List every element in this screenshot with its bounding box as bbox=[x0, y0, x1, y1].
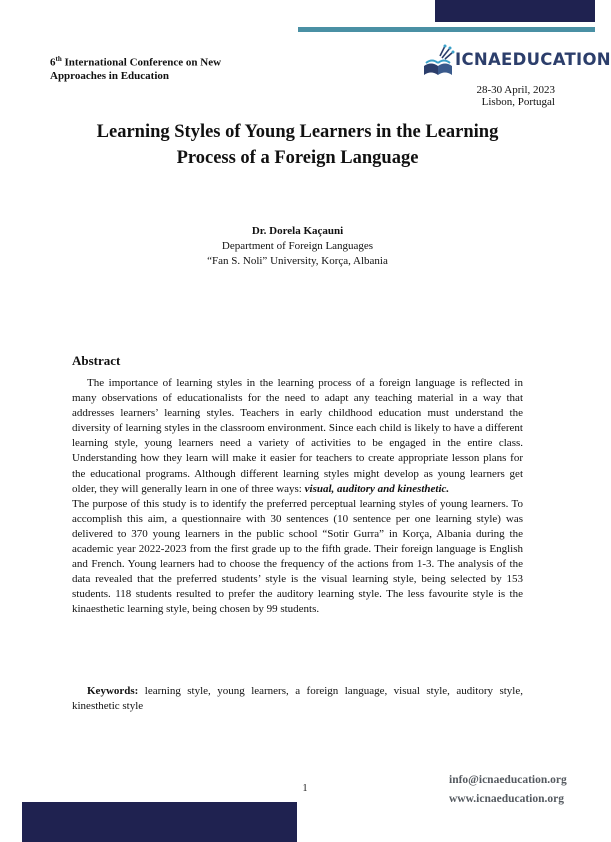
author-department: Department of Foreign Languages bbox=[221, 240, 374, 252]
keywords-text: learning style, young learners, a foreign language, visual style, auditory style, kinesthetic style bbox=[72, 685, 523, 713]
paper-title bbox=[40, 119, 555, 171]
contact-info bbox=[449, 771, 567, 809]
keywords bbox=[72, 684, 523, 714]
conference-ordinal: 6 bbox=[50, 56, 56, 69]
conference-location: Lisbon, Portugal bbox=[481, 96, 555, 108]
contact-email[interactable]: info@icnaeducation.org bbox=[449, 774, 567, 786]
abstract-paragraph-2: The purpose of this study is to identify the preferred perceptual learning styles of young learners. To accomplish this aim, a questionnaire with 30 sentences (10 sentence per one learning style) was delivered to 370 young learners in the public school “Sotir Gurra” in Korça, Albania during the academic year 2022-2023 from the first grade up to the fifth grade. Their foreign language is English and French. Young learners had to choose the frequency of the actions from 1-3. The analysis of the data revealed that the preferred students’ style is the visual learning style, being selected by 153 students. 118 students resulted to prefer the auditory learning style. The less favourite style is the kinaesthetic learning style, being chosen by 99 students. bbox=[72, 497, 523, 616]
conference-line1: International Conference on New bbox=[61, 56, 222, 69]
author-block bbox=[40, 224, 555, 269]
conference-date-location bbox=[430, 84, 555, 108]
abstract-heading: Abstract bbox=[72, 353, 121, 368]
abstract-paragraph-1 bbox=[72, 376, 523, 497]
abstract-p1-end: . bbox=[446, 482, 450, 495]
top-teal-line bbox=[298, 27, 595, 32]
open-book-icon bbox=[420, 44, 456, 78]
author-university: “Fan S. Noli” University, Korça, Albania bbox=[207, 255, 388, 267]
bottom-navy-bar bbox=[22, 802, 297, 842]
conference-line2: Approaches in Education bbox=[50, 69, 169, 82]
abstract-p1-emphasis: visual, auditory and kinesthetic bbox=[304, 482, 447, 495]
top-navy-bar bbox=[435, 0, 595, 22]
page-number: 1 bbox=[302, 783, 308, 794]
keywords-label: Keywords: bbox=[87, 685, 139, 697]
paper-title-line2: Process of a Foreign Language bbox=[176, 148, 419, 168]
author-name: Dr. Dorela Kaçauni bbox=[251, 225, 344, 237]
conference-ordinal-suffix: th bbox=[55, 55, 62, 63]
logo-text: ICNAEDUCATION bbox=[455, 50, 611, 69]
contact-website[interactable]: www.icnaeducation.org bbox=[449, 793, 564, 805]
paper-title-line1: Learning Styles of Young Learners in the Learning bbox=[96, 122, 499, 142]
abstract-p1-text: The importance of learning styles in the learning process of a foreign language is reflected in many observations of educationalists for the need to adapt any teaching material in a way that addresses learners’ learning styles. Teachers in early childhood education must understand the diversity of learning styles in the classroom environment. Since each child is likely to have a different learning style, young learners need a variety of activities to be engaged in the entire class. Understanding how they learn will make it easier for teachers to create appropriate lesson plans for the educational programs. Although different learning styles might develop as young learners get older, they will generally learn in one of three ways: bbox=[72, 377, 523, 495]
conference-date: 28-30 April, 2023 bbox=[476, 84, 555, 96]
abstract-body bbox=[72, 376, 523, 618]
conference-name bbox=[50, 53, 221, 83]
